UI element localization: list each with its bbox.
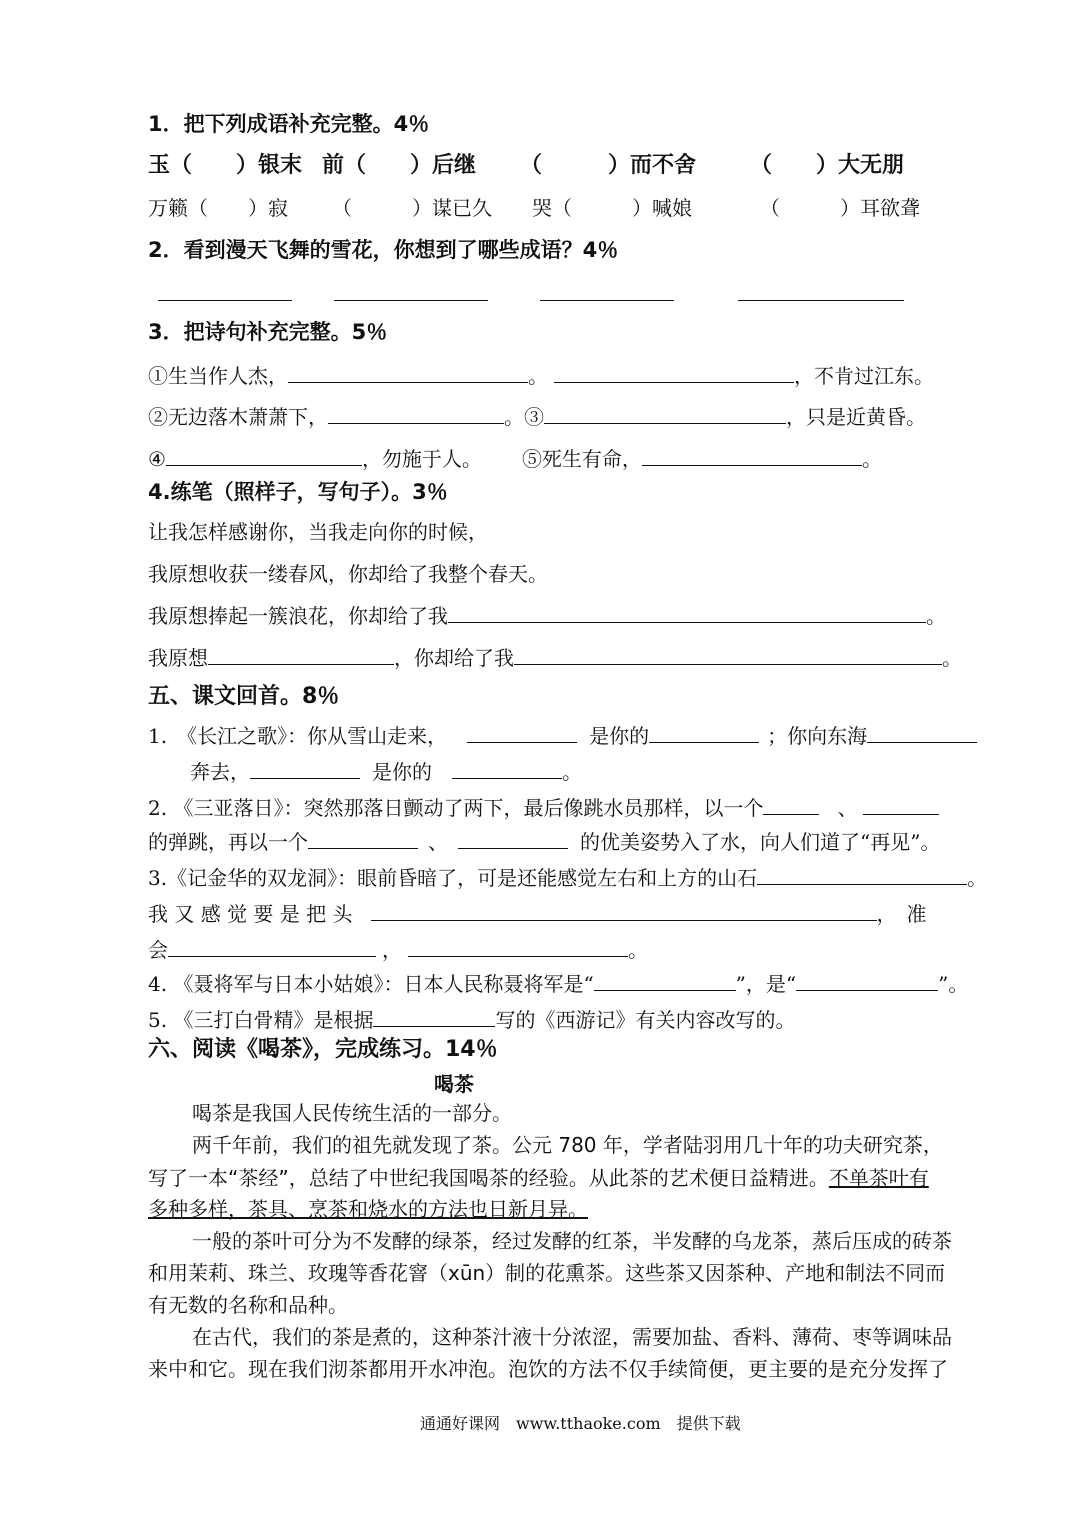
s5-item5 — [148, 1008, 795, 1032]
answer-blank[interactable] — [757, 866, 967, 885]
s5-text: 是你的 — [372, 760, 432, 784]
answer-line[interactable] — [158, 300, 292, 301]
s5-item2-line1 — [148, 796, 939, 820]
s5-text: ；你向东海 — [767, 724, 868, 748]
s5-text: 是你的 — [589, 724, 650, 748]
q1-row2-item4: （ ）耳欲聋 — [760, 196, 920, 220]
s5-text: 。 — [562, 760, 582, 784]
q3-text: ，只是近黄昏。 — [786, 405, 926, 429]
q3-text: 。 — [528, 364, 548, 388]
answer-blank[interactable] — [554, 364, 794, 383]
s5-text: 2. 《三亚落日》：突然那落日颤动了两下，最后像跳水员那样，以一个 — [148, 796, 764, 820]
s5-item3-line1 — [148, 866, 987, 890]
s5-text: 的优美姿势入了水，向人们道了“再见”。 — [580, 830, 941, 854]
s5-text: 奔去， — [190, 760, 250, 784]
answer-blank[interactable] — [308, 830, 418, 849]
q4-line4 — [148, 646, 962, 670]
q1-row2-item2: （ ）谋已久 — [332, 196, 492, 220]
answer-blank[interactable] — [168, 938, 376, 957]
q1-row2-item1: 万籁（ ）寂 — [148, 196, 288, 220]
q1-row2-item3: 哭（ ）喊娘 — [532, 196, 692, 220]
q3-text: ，勿施于人。 — [361, 447, 482, 471]
s5-item1-line1 — [148, 724, 977, 748]
s5-text: 我 又 感 觉 要 是 把 头 — [148, 902, 353, 926]
s5-text: ”。 — [938, 972, 969, 996]
answer-blank[interactable] — [467, 724, 577, 743]
q1-row1-item1: 玉（ ）银末 — [148, 153, 303, 178]
answer-blank[interactable] — [514, 646, 942, 665]
s5-text: 的弹跳，再以一个 — [148, 830, 308, 854]
q3-line3 — [148, 447, 882, 471]
s5-text: ”，是“ — [735, 972, 797, 996]
s6-title: 六、阅读《喝茶》，完成练习。14％ — [148, 1037, 498, 1062]
q3-text: 。 — [861, 447, 882, 471]
article-paragraph: 两千年前，我们的祖先就发现了茶。公元 780 年，学者陆羽用几十年的功夫研究茶， — [192, 1133, 943, 1157]
q4-title: 4.练笔（照样子，写句子）。3％ — [148, 480, 448, 504]
s5-item4 — [148, 972, 968, 996]
s5-title: 五、课文回首。8％ — [148, 684, 340, 709]
answer-blank[interactable] — [250, 760, 360, 779]
answer-blank[interactable] — [458, 830, 568, 849]
answer-line[interactable] — [738, 300, 904, 301]
answer-blank[interactable] — [763, 796, 819, 815]
q4-text: ，你却给了我 — [394, 646, 514, 670]
answer-blank[interactable] — [867, 724, 977, 743]
answer-blank[interactable] — [796, 972, 938, 991]
answer-blank[interactable] — [166, 447, 362, 466]
q1-title: 1．把下列成语补充完整。4％ — [148, 112, 430, 136]
article-paragraph: 喝茶是我国人民传统生活的一部分。 — [192, 1101, 512, 1125]
article-paragraph: 在古代，我们的茶是煮的，这种茶汁液十分浓涩，需要加盐、香料、薄荷、枣等调味品 — [192, 1325, 952, 1349]
answer-blank[interactable] — [594, 972, 736, 991]
s5-text: 会 — [148, 938, 168, 962]
s5-text: 写的《西游记》有关内容改写的。 — [495, 1008, 796, 1032]
article-line: 有无数的名称和品种。 — [148, 1293, 348, 1317]
answer-blank[interactable] — [649, 724, 759, 743]
s5-text: 、 — [428, 830, 448, 854]
answer-blank[interactable] — [408, 938, 628, 957]
q4-example1: 让我怎样感谢你，当我走向你的时候， — [148, 520, 488, 544]
q3-text: ⑤死生有命， — [521, 447, 642, 471]
answer-line[interactable] — [540, 300, 674, 301]
answer-blank[interactable] — [373, 1008, 495, 1027]
s5-text: ， — [382, 938, 402, 962]
s5-text: 4. 《聂将军与日本小姑娘》：日本人民称聂将军是“ — [148, 972, 594, 996]
s5-item1-line2 — [190, 760, 582, 784]
q3-text: ①生当作人杰， — [148, 364, 288, 388]
s5-text: 3.《记金华的双龙洞》：眼前昏暗了，可是还能感觉左右和上方的山石 — [148, 866, 758, 890]
q3-title: 3．把诗句补充完整。5％ — [148, 320, 388, 344]
q4-text: 。 — [942, 646, 962, 670]
answer-blank[interactable] — [371, 902, 877, 921]
q3-text: ②无边落木萧萧下， — [148, 405, 328, 429]
article-line — [148, 1192, 588, 1226]
s5-item3-line3 — [148, 938, 648, 962]
article-line: 来中和它。现在我们沏茶都用开水冲泡。泡饮的方法不仅手续简便，更主要的是充分发挥了 — [148, 1357, 948, 1381]
q4-text: 我原想 — [148, 646, 208, 670]
q4-example2: 我原想收获一缕春风，你却给了我整个春天。 — [148, 562, 548, 586]
answer-blank[interactable] — [642, 447, 862, 466]
article-line: 和用茉莉、珠兰、玫瑰等香花窨（xūn）制的花熏茶。这些茶又因茶种、产地和制法不同而 — [148, 1261, 946, 1285]
answer-blank[interactable] — [208, 646, 394, 665]
answer-blank[interactable] — [452, 760, 562, 779]
s5-text: 1. 《长江之歌》：你从雪山走来， — [148, 724, 448, 748]
q4-text: 。 — [926, 604, 946, 628]
s5-item2-line2 — [148, 830, 940, 854]
q4-text: 我原想捧起一簇浪花，你却给了我 — [148, 604, 448, 628]
answer-blank[interactable] — [544, 405, 786, 424]
page-footer: 通通好课网 www.tthaoke.com 提供下载 — [420, 1414, 741, 1433]
answer-line[interactable] — [334, 300, 488, 301]
q3-line1 — [148, 364, 934, 388]
q4-line3 — [148, 604, 946, 628]
underlined-sentence: 多种多样，茶具、烹茶和烧水的方法也日新月异。 — [148, 1197, 588, 1221]
answer-blank[interactable] — [448, 604, 926, 623]
answer-blank[interactable] — [863, 796, 939, 815]
underlined-sentence: 不单茶叶有 — [828, 1166, 929, 1190]
s5-text: 。 — [628, 938, 648, 962]
answer-blank[interactable] — [328, 405, 504, 424]
article-line — [148, 1161, 929, 1195]
article-paragraph: 一般的茶叶可分为不发酵的绿茶，经过发酵的红茶，半发酵的乌龙茶，蒸后压成的砖茶 — [192, 1229, 952, 1253]
s5-text: 。 — [967, 866, 988, 890]
s5-text: 5. 《三打白骨精》是根据 — [148, 1008, 374, 1032]
s5-text: ， 准 — [876, 902, 927, 926]
q3-text: 。③ — [504, 405, 544, 429]
answer-blank[interactable] — [288, 364, 528, 383]
q3-text: ④ — [148, 447, 166, 471]
article-title: 喝茶 — [434, 1072, 474, 1096]
q3-text: ，不肯过江东。 — [794, 364, 934, 388]
q2-title: 2．看到漫天飞舞的雪花，你想到了哪些成语？4％ — [148, 238, 619, 262]
q1-row1-item4: （ ）大无朋 — [750, 153, 905, 178]
q3-line2 — [148, 405, 926, 429]
s5-item3-line2 — [148, 902, 927, 926]
q1-row1-item2: 前（ ）后继 — [322, 153, 477, 178]
q1-row1-item3: （ ）而不舍 — [520, 153, 697, 178]
s5-text: 、 — [837, 796, 858, 820]
article-text: 写了一本“茶经”，总结了中世纪我国喝茶的经验。从此茶的艺术便日益精进。 — [148, 1166, 829, 1190]
